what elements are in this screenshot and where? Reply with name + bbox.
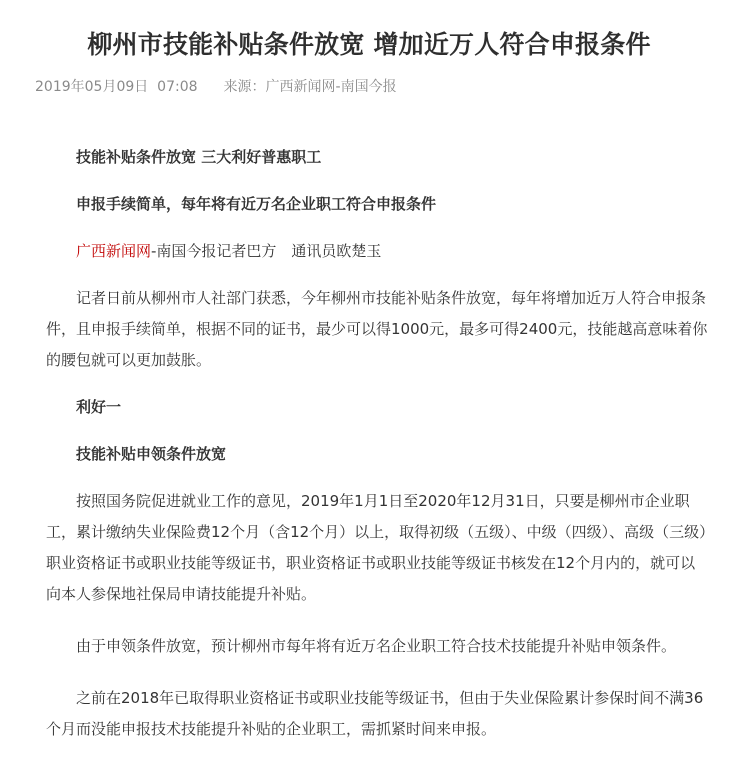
paragraph-3: 由于申领条件放宽，预计柳州市每年将有近万名企业职工符合技术技能提升补贴申领条件。 — [76, 637, 677, 655]
paragraph-4: 之前在2018年已取得职业资格证书或职业技能等级证书，但由于失业保险累计参保时间不满36个月而没能申报技术技能提升补贴的企业职工，需抓紧时间来申报。 — [46, 689, 704, 738]
source-name: 广西新闻网-南国今报 — [265, 79, 397, 95]
publish-time: 07:08 — [157, 79, 198, 95]
paragraph-2: 按照国务院促进就业工作的意见，2019年1月1日至2020年12月31日，只要是柳州市企业职工，累计缴纳失业保险费12个月（含12个月）以上，取得初级（五级）、中级（四级）、高级（三级）职业资格证书或职业技能等级证书，职业资格证书或职业技能等级证书核发在12个月内的，就可以向本人参保地社保局申请技能提升补贴。 — [46, 492, 707, 603]
subtitle-line-2: 申报手续简单，每年将有近万名企业职工符合申报条件 — [76, 195, 437, 213]
article-title: 柳州市技能补贴条件放宽 增加近万人符合申报条件 — [87, 29, 651, 59]
paragraph-1: 记者日前从柳州市人社部门获悉，今年柳州市技能补贴条件放宽，每年将增加近万人符合申报条件，且申报手续简单，根据不同的证书，最少可以得1000元，最多可得2400元，技能越高意味着你的腰包就可以更加鼓胀。 — [46, 289, 708, 369]
byline-reporters: -南国今报记者巴方 通讯员欧楚玉 — [151, 242, 382, 260]
section-heading-2: 技能补贴申领条件放宽 — [76, 445, 227, 463]
byline — [46, 236, 708, 267]
byline-site-link[interactable]: 广西新闻网 — [76, 242, 152, 260]
article-meta — [35, 76, 397, 96]
article-body — [46, 142, 708, 745]
subtitle-line-1: 技能补贴条件放宽 三大利好普惠职工 — [76, 148, 322, 166]
section-heading-1: 利好一 — [76, 398, 122, 416]
publish-date: 2019年05月09日 — [35, 79, 149, 95]
source-label: 来源： — [223, 79, 266, 95]
